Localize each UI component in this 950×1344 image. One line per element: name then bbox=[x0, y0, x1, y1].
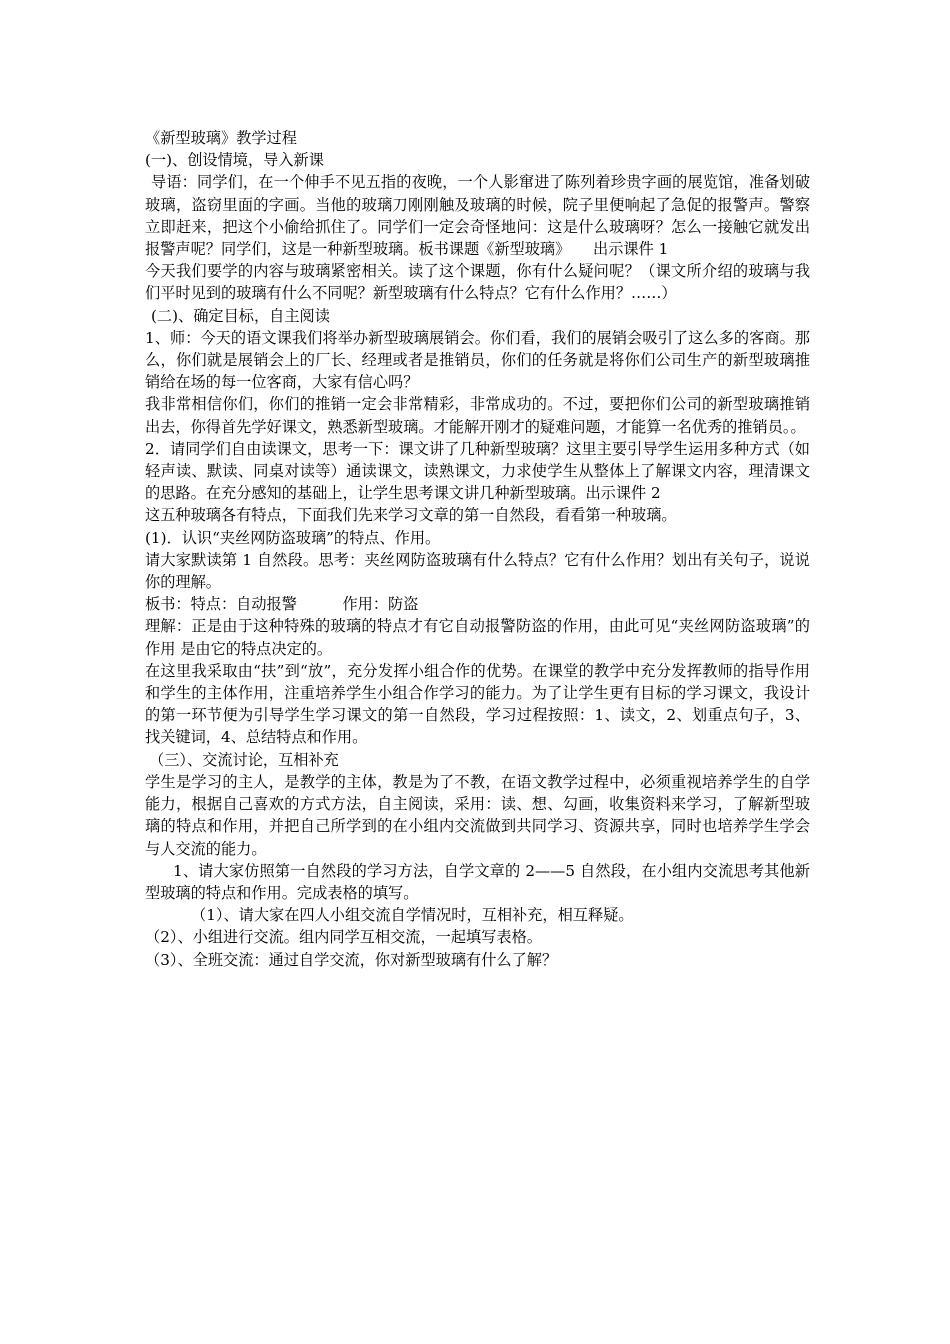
group-task-paragraph: 1、请大家仿照第一自然段的学习方法，自学文章的 2——5 自然段，在小组内交流思考其他新型玻璃的特点和作用。完成表格的填写。 bbox=[145, 861, 810, 902]
section-heading-3: （三）、交流讨论，互相补充 bbox=[149, 750, 339, 769]
exhibition-paragraph: 1、师：今天的语文课我们将举办新型玻璃展销会。你们看，我们的展销会吸引了这么多的客商。那么，你们就是展销会上的厂长、经理或者是推销员，你们的任务就是将你们公司生产的新型玻璃推销给在场的每一位客商，大家有信心吗？ bbox=[145, 328, 810, 392]
five-glasses-paragraph: 这五种玻璃各有特点，下面我们先来学习文章的第一自然段，看看第一种玻璃。 bbox=[145, 506, 677, 525]
silent-reading-paragraph: 请大家默读第 1 自然段。思考：夹丝网防盗玻璃有什么特点？它有什么作用？划出有关句子，说说你的理解。 bbox=[145, 550, 810, 592]
document-title: 《新型玻璃》教学过程 bbox=[145, 129, 297, 147]
step-3: （3）、全班交流：通过自学交流，你对新型玻璃有什么了解？ bbox=[145, 950, 558, 969]
blackboard-note: 板书：特点：自动报警 作用：防盗 bbox=[145, 595, 419, 614]
reading-task-paragraph: 2．请同学们自由读课文，思考一下：课文讲了几种新型玻璃？这里主要引导学生运用多种方式（如轻声读、默读、同桌对读等）通读课文，读熟课文，力求使学生从整体上了解课文内容，理清课文的思路。在充分感知的基础上，让学生思考课文讲几种新型玻璃。出示课件 2 bbox=[145, 439, 810, 503]
document-body bbox=[145, 127, 810, 971]
intro-paragraph: 导语：同学们，在一个伸手不见五指的夜晚，一个人影窜进了陈列着珍贵字画的展览馆，准备划破玻璃，盗窃里面的字画。当他的玻璃刀刚刚触及玻璃的时候，院子里便响起了急促的报警声。警察立即赶来，把这个小偷给抓住了。同学们一定会奇怪地问：这是什么玻璃呀？怎么一接触它就发出报警声呢？同学们，这是一种新型玻璃。板书课题《新型玻璃》 出示课件 1 bbox=[145, 173, 810, 259]
question-paragraph: 今天我们要学的内容与玻璃紧密相关。读了这个课题，你有什么疑问呢？（课文所介绍的玻璃与我们平时见到的玻璃有什么不同呢？新型玻璃有什么特点？它有什么作用？……） bbox=[145, 262, 810, 303]
step-2: （2）、小组进行交流。组内同学互相交流，一起填写表格。 bbox=[145, 928, 542, 947]
student-centered-paragraph: 学生是学习的主人，是教学的主体，教是为了不教，在语文教学过程中，必须重视培养学生的自学能力，根据自己喜欢的方式方法，自主阅读，采用：读、想、勾画，收集资料来学习，了解新型玻璃的特点和作用，并把自己所学到的在小组内交流做到共同学习、资源共享，同时也培养学生学会与人交流的能力。 bbox=[145, 772, 810, 858]
subheading-wire-glass: (1)．认识“夹丝网防盗玻璃”的特点、作用。 bbox=[145, 528, 441, 547]
understanding-paragraph: 理解：正是由于这种特殊的玻璃的特点才有它自动报警防盗的作用，由此可见“夹丝网防盗玻璃”的作用 是由它的特点决定的。 bbox=[145, 617, 810, 658]
section-heading-2: (二)、确定目标，自主阅读 bbox=[151, 306, 330, 325]
section-heading-1: (一)、创设情境，导入新课 bbox=[145, 151, 324, 170]
step-1: （1）、请大家在四人小组交流自学情况时，互相补充，相互释疑。 bbox=[191, 906, 634, 925]
confidence-paragraph: 我非常相信你们，你们的推销一定会非常精彩，非常成功的。不过，要把你们公司的新型玻璃推销出去，你得首先学好课文，熟悉新型玻璃。才能解开刚才的疑难问题，才能算一名优秀的推销员。。 bbox=[145, 395, 810, 436]
method-paragraph: 在这里我采取由“扶”到“放”，充分发挥小组合作的优势。在课堂的教学中充分发挥教师的指导作用和学生的主体作用，注重培养学生小组合作学习的能力。为了让学生更有目标的学习课文，我设计的第一环节便为引导学生学习课文的第一自然段，学习过程按照：1、读文，2、划重点句子，3、找关键词，4、总结特点和作用。 bbox=[145, 661, 810, 747]
